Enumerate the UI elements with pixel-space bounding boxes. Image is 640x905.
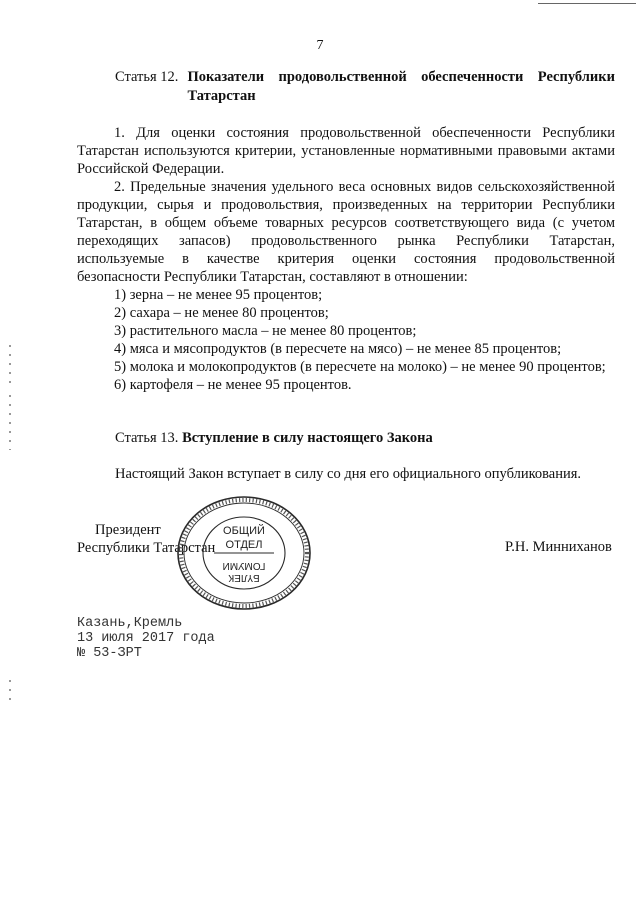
seal-text-4: БҮЛЕК	[228, 572, 260, 583]
signer-position-line-2: Республики Татарстан	[77, 540, 216, 556]
article-13-number: Статья 13.	[115, 430, 179, 446]
seal-text-3: ГОМУМИ	[222, 560, 266, 571]
article-12-body	[77, 124, 615, 394]
date: 13 июля 2017 года	[77, 631, 215, 646]
margin-mark	[9, 680, 11, 705]
list-item: 2) сахара – не менее 80 процентов;	[114, 305, 329, 321]
article-13-text: Настоящий Закон вступает в силу со дня его официального опубликования.	[115, 466, 582, 482]
signer-name: Р.Н. Минниханов	[505, 539, 612, 555]
margin-mark	[9, 395, 11, 450]
list-item: 4) мяса и мясопродуктов (в пересчете на мясо) – не менее 85 процентов;	[114, 341, 562, 357]
list-item: 3) растительного масла – не менее 80 процентов;	[114, 323, 417, 339]
list-item: 6) картофеля – не менее 95 процентов.	[114, 377, 352, 393]
page-number: 7	[316, 38, 324, 53]
seal-text-2: ОТДЕЛ	[225, 539, 263, 551]
article-12-paragraph-2: 2. Предельные значения удельного веса основных видов сельскохозяйственной продукции, сырья и продовольствия, произведенных на территории Республики Татарстан, в общем объеме товарных ресурсов соответствующего вида (с учетом переходящих запасов) продовольственного рынка Республики Татарстан, используемые в качестве критерия оценки состояния продовольственной безопасности Республики Татарстан, составляют в отношении:	[77, 179, 615, 285]
article-12-paragraph-1: 1. Для оценки состояния продовольственной обеспеченности Республики Татарстан используются критерии, установленные нормативными правовыми актами Российской Федерации.	[77, 125, 615, 177]
top-rule	[538, 3, 636, 4]
article-13-title: Вступление в силу настоящего Закона	[182, 430, 433, 446]
official-seal-stamp	[174, 493, 314, 613]
article-12-title: Показатели продовольственной обеспеченности Республики Татарстан	[187, 69, 615, 104]
list-item: 5) молока и молокопродуктов (в пересчете на молоко) – не менее 90 процентов;	[114, 359, 606, 375]
place: Казань,Кремль	[77, 616, 183, 631]
place-date-number	[77, 616, 215, 661]
article-12-number: Статья 12.	[115, 69, 179, 85]
law-number: № 53-ЗРТ	[77, 646, 142, 661]
seal-text-1: ОБЩИЙ	[223, 525, 265, 537]
margin-mark	[9, 345, 11, 385]
signer-position-line-1: Президент	[95, 522, 161, 538]
article-13-heading	[115, 430, 433, 447]
list-item: 1) зерна – не менее 95 процентов;	[114, 287, 323, 303]
article-12-heading	[115, 68, 615, 106]
